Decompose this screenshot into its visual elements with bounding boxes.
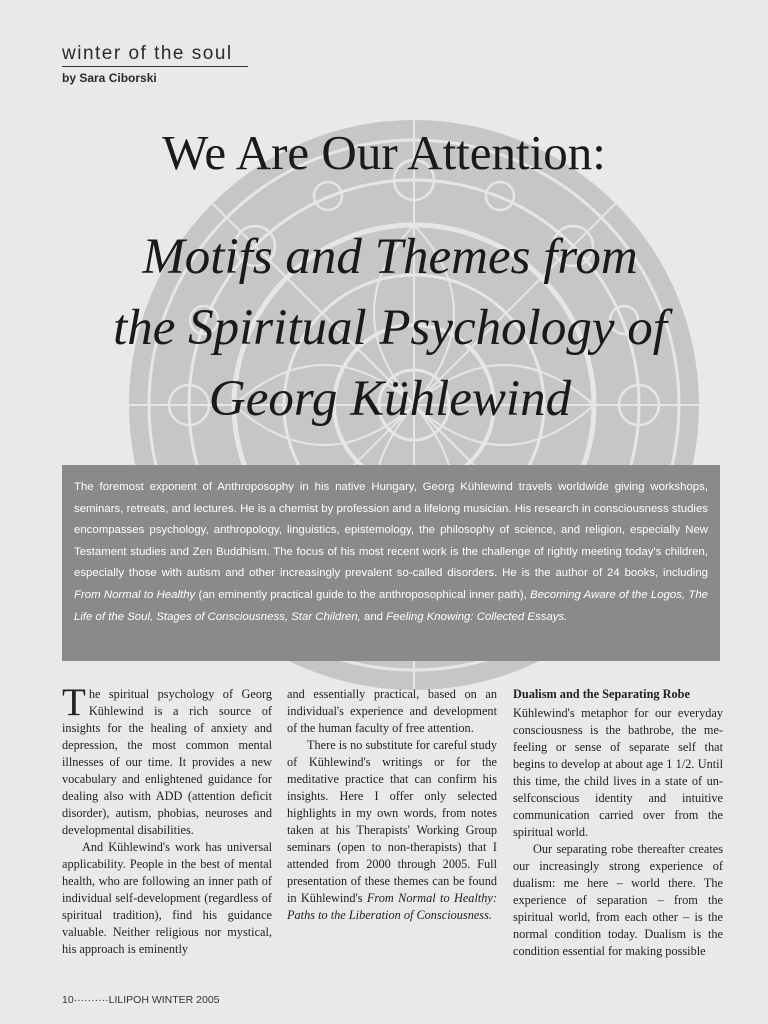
paragraph: And Kühlewind's work has universal applicability. People in the best of mental health, who are following an inner path of individual self-development (regardless of spiritual tradition), find his guidance valuable. Neither religious nor mystical, his approach is eminently: [62, 840, 272, 956]
intro-box: [62, 465, 720, 661]
subtitle-line: Georg Kühlewind: [208, 371, 572, 427]
kicker-rule: [62, 66, 248, 67]
publication-name: LILIPOH WINTER 2005: [108, 994, 220, 1006]
paragraph: The spiritual psychology of Georg Kühlewind is a rich source of insights for the healing of anxiety and depression, the most common mental illnesses of our time. It provides a new vocabulary and enlightened guidance for dealing also with ADD (attention deficit disorder), autism, phobias, neuroses and developmental disabilities.: [62, 681, 272, 837]
intro-text: The foremost exponent of Anthroposophy in his native Hungary, Georg Kühlewind travels worldwide giving workshops, seminars, retreats, and lectures. He is a chemist by profession and a lifelong musician. His research in consciousness studies encompasses psychology, anthropology, linguistics, epistemology, the philosophy of science, and religion, especially New Testament studies and Zen Buddhism. The focus of his most recent work is the challenge of rightly meeting today's children, especially those with autism and other increasingly prevalent so-called disorders. He is the author of 24 books, including From Normal to Healthy (an eminently practical guide to the anthroposophical inner path), Becoming Aware of the Logos, The Life of the Soul, Stages of Consciousness, Star Children, and Feeling Knowing: Collected Essays.: [74, 481, 708, 623]
paragraph: and essentially practical, based on an individual's experience and development of the human faculty of free attention.: [287, 687, 497, 735]
paragraph: Kühlewind's metaphor for our everyday consciousness is the bathrobe, the me-feeling or sense of separate self that begins to develop at about age 1 1/2. Until this time, the child lives in a state of un-selfconscious identity and intuitive communication carried over from the spiritual world.: [513, 706, 723, 839]
article-subtitle: [40, 222, 740, 435]
subtitle-line: the Spiritual Psychology of: [113, 300, 667, 356]
body-column-1: [62, 681, 272, 958]
section-subhead: Dualism and the Separating Robe: [513, 687, 690, 701]
subtitle-line: Motifs and Themes from: [142, 229, 638, 285]
section-kicker: winter of the soul: [62, 43, 233, 64]
page-number: 10: [62, 994, 74, 1006]
body-column-3: [513, 686, 723, 960]
leader-dots: ··········: [73, 994, 109, 1006]
paragraph: Our separating robe thereafter creates our increasingly strong experience of dualism: me here – world there. The experience of separation – from the spiritual world, from each other – is the normal condition today. Dualism is the condition essential for making possible: [513, 842, 723, 958]
page-footer: [62, 994, 220, 1006]
article-title: We Are Our Attention:: [162, 125, 606, 180]
byline: by Sara Ciborski: [62, 71, 157, 85]
body-column-2: [287, 686, 497, 924]
drop-cap: T: [62, 681, 86, 724]
paragraph: There is no substitute for careful study of Kühlewind's writings or for the meditative practice that can confirm his insights. Here I offer only selected highlights in my own words, from notes taken at his Therapists' Working Group seminars (open to non-therapists) that I attended from 2000 through 2005. Full presentation of these themes can be found in Kühlewind's From Normal to Healthy: Paths to the Liberation of Consciousness.: [287, 738, 497, 922]
